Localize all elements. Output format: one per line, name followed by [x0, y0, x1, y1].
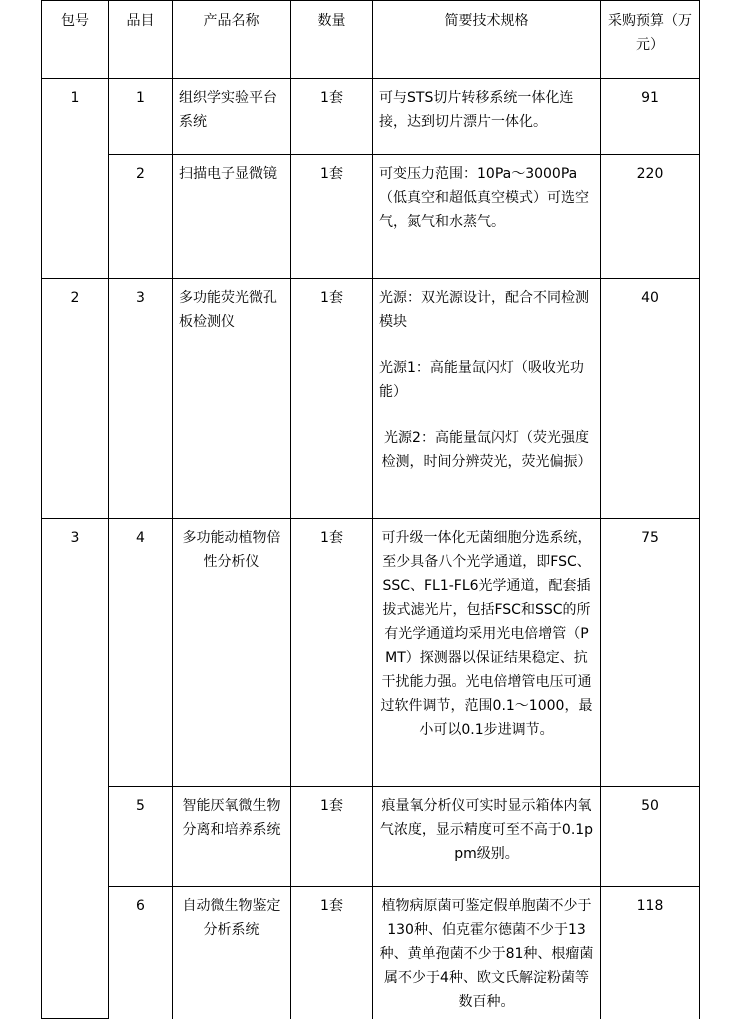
item-no: 4 [109, 519, 173, 787]
table-row [42, 519, 700, 787]
procurement-table [41, 0, 700, 1019]
table-row [42, 887, 700, 1019]
budget: 118 [601, 887, 700, 1019]
quantity: 1套 [291, 79, 373, 155]
product-name: 扫描电子显微镜 [173, 155, 291, 279]
header-row [42, 1, 700, 79]
budget: 220 [601, 155, 700, 279]
product-name: 组织学实验平台系统 [173, 79, 291, 155]
table-row [42, 279, 700, 519]
product-name: 多功能动植物倍性分析仪 [173, 519, 291, 787]
header-budget: 采购预算（万元） [601, 1, 700, 79]
budget: 50 [601, 787, 700, 887]
budget: 91 [601, 79, 700, 155]
item-no: 3 [109, 279, 173, 519]
package-no: 1 [42, 79, 109, 279]
package-no: 2 [42, 279, 109, 519]
budget: 40 [601, 279, 700, 519]
header-package-no: 包号 [42, 1, 109, 79]
table-row [42, 787, 700, 887]
spec-line: 可变压力范围：10Pa～3000Pa（低真空和超低真空模式）可选空气，氮气和水蒸气。 [379, 166, 589, 230]
item-no: 1 [109, 79, 173, 155]
header-specs: 简要技术规格 [373, 1, 601, 79]
quantity: 1套 [291, 787, 373, 887]
specs [373, 519, 601, 787]
specs [373, 279, 601, 519]
specs [373, 787, 601, 887]
package-no: 3 [42, 519, 109, 1019]
spec-line: 光源2：高能量氙闪灯（荧光强度检测，时间分辨荧光，荧光偏振） [381, 430, 592, 470]
table-row [42, 155, 700, 279]
quantity: 1套 [291, 887, 373, 1019]
header-quantity: 数量 [291, 1, 373, 79]
spec-line: 光源1：高能量氙闪灯（吸收光功能） [379, 360, 584, 400]
item-no: 6 [109, 887, 173, 1019]
spec-line: 光源：双光源设计，配合不同检测模块 [379, 290, 589, 330]
quantity: 1套 [291, 155, 373, 279]
table-row [42, 79, 700, 155]
product-name: 多功能荧光微孔板检测仪 [173, 279, 291, 519]
header-item-no: 品目 [109, 1, 173, 79]
spec-line: 痕量氧分析仪可实时显示箱体内氧气浓度，显示精度可至不高于0.1ppm级别。 [379, 798, 594, 862]
specs [373, 155, 601, 279]
item-no: 2 [109, 155, 173, 279]
product-name: 智能厌氧微生物分离和培养系统 [173, 787, 291, 887]
quantity: 1套 [291, 279, 373, 519]
spec-line: 可升级一体化无菌细胞分选系统，至少具备八个光学通道，即FSC、SSC、FL1-FL6光学通道，配套插拔式滤光片，包括FSC和SSC的所有光学通道均采用光电倍增管（PMT）探测器以保证结果稳定、抗干扰能力强。光电倍增管电压可通过软件调节，范围0.1～1000，最小可以0.1步进调节。 [380, 530, 593, 738]
specs [373, 79, 601, 155]
specs [373, 887, 601, 1019]
spec-line: 可与STS切片转移系统一体化连接，达到切片漂片一体化。 [379, 90, 574, 130]
item-no: 5 [109, 787, 173, 887]
quantity: 1套 [291, 519, 373, 787]
spec-line: 植物病原菌可鉴定假单胞菌不少于130种、伯克霍尔德菌不少于13种、黄单孢菌不少于81种、根瘤菌属不少于4种、欧文氏解淀粉菌等数百种。 [379, 898, 594, 1010]
header-product-name: 产品名称 [173, 1, 291, 79]
budget: 75 [601, 519, 700, 787]
product-name: 自动微生物鉴定分析系统 [173, 887, 291, 1019]
